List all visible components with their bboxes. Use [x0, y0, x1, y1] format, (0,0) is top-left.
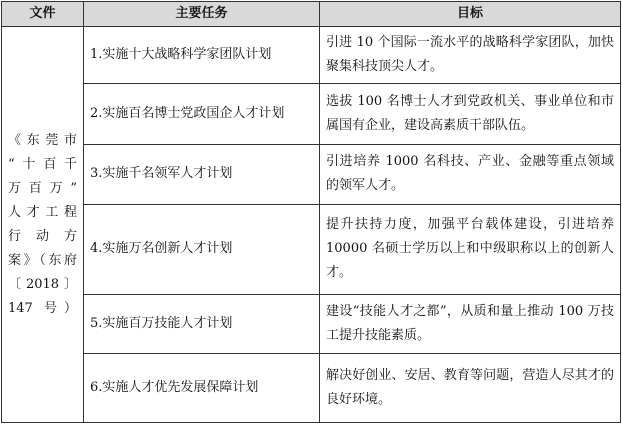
header-row: [2, 2, 621, 27]
table-row: [2, 204, 621, 294]
table-row: [2, 353, 621, 422]
task-cell: 3.实施千名领军人才计划: [84, 144, 320, 204]
header-goal: 目标: [320, 2, 621, 27]
file-name-line: “十百千: [8, 156, 77, 172]
table-row: [2, 27, 621, 84]
file-name-line: 147 号）: [8, 300, 77, 316]
file-name-line: 万百万”: [8, 180, 77, 196]
policy-table: [1, 1, 621, 423]
file-name-line: 人才工程: [8, 204, 77, 220]
table-row: [2, 294, 621, 353]
file-name-cell: [2, 27, 84, 423]
file-name-line: 《东莞市: [8, 132, 77, 148]
task-cell: 2.实施百名博士党政国企人才计划: [84, 83, 320, 144]
file-name-line: 行 动 方: [8, 228, 77, 244]
task-cell: 4.实施万名创新人才计划: [84, 204, 320, 294]
header-task: 主要任务: [84, 2, 320, 27]
header-file: 文件: [2, 2, 84, 27]
task-cell: 1.实施十大战略科学家团队计划: [84, 27, 320, 84]
file-name-line: 〔2018〕: [8, 276, 77, 292]
goal-cell: 建设“技能人才之都”，从质和量上推动 100 万技工提升技能素质。: [320, 294, 621, 353]
goal-cell: 选拔 100 名博士人才到党政机关、事业单位和市属国有企业，建设高素质干部队伍。: [320, 83, 621, 144]
goal-cell: 引进培养 1000 名科技、产业、金融等重点领域的领军人才。: [320, 144, 621, 204]
task-cell: 5.实施百万技能人才计划: [84, 294, 320, 353]
task-cell: 6.实施人才优先发展保障计划: [84, 353, 320, 422]
goal-cell: 提升扶持力度，加强平台载体建设，引进培养 10000 名硕士学历以上和中级职称以上的创新人才。: [320, 204, 621, 294]
goal-cell: 引进 10 个国际一流水平的战略科学家团队，加快聚集科技顶尖人才。: [320, 27, 621, 84]
table-row: [2, 144, 621, 204]
goal-cell: 解决好创业、安居、教育等问题，营造人尽其才的良好环境。: [320, 353, 621, 422]
file-name-line: 案》（东府: [8, 252, 77, 268]
table-row: [2, 83, 621, 144]
